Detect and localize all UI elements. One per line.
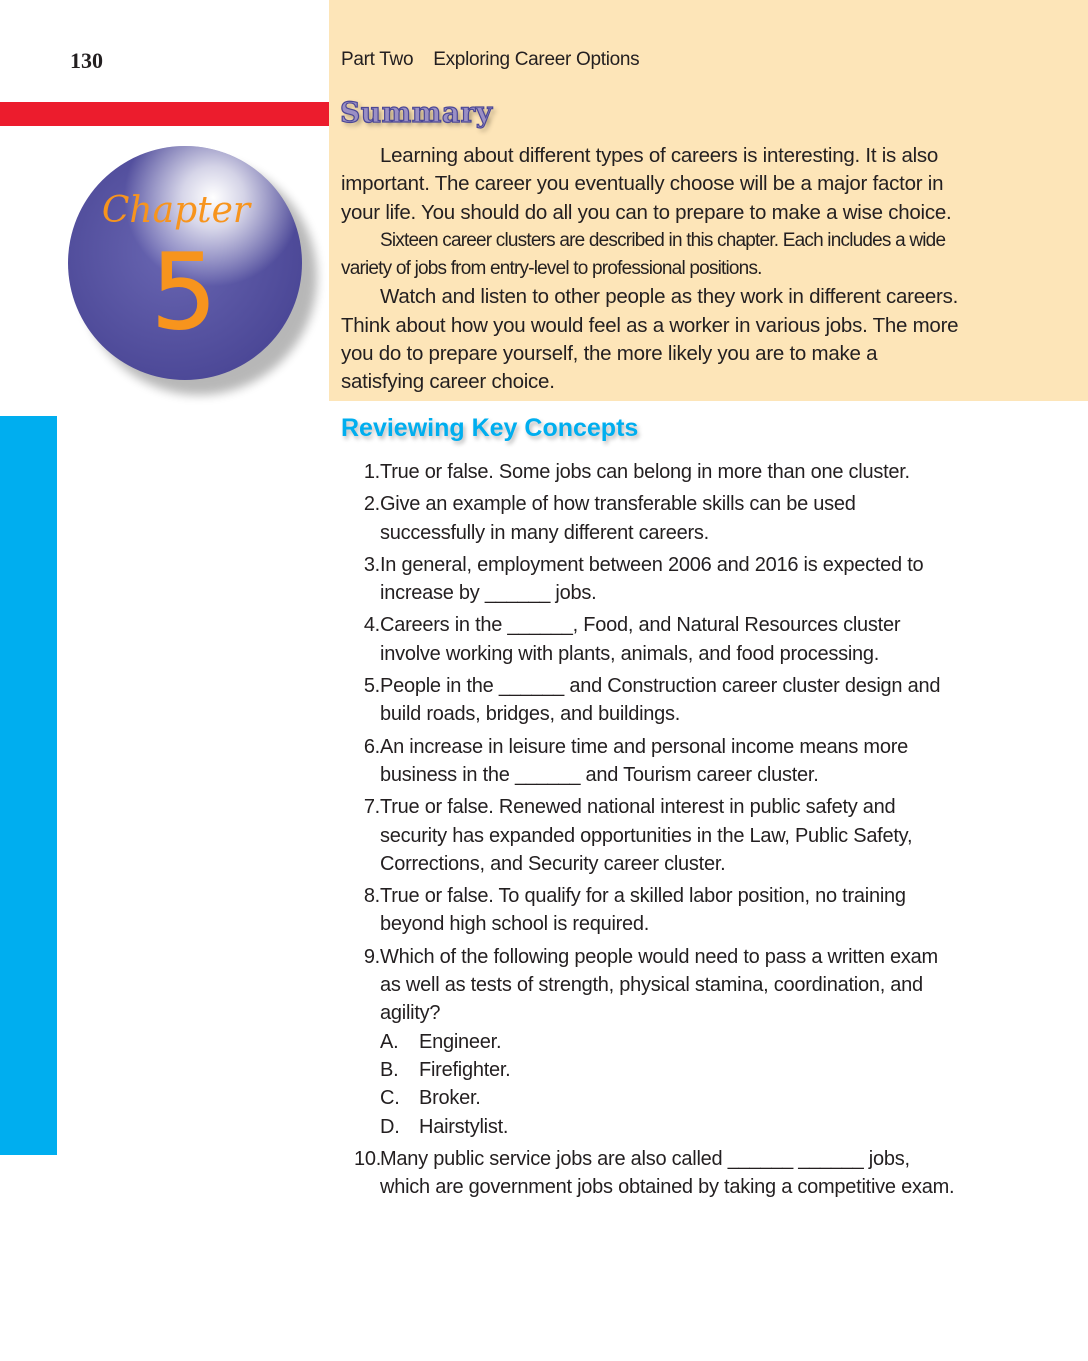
question-text: Many public service jobs are also called ______ ______ jobs, which are government jobs obtained by taking a competitive exam.: [380, 1147, 955, 1199]
option-letter: D.: [380, 1115, 400, 1138]
question-text: Which of the following people would need to pass a written exam as well as tests of strength, physical stamina, coordination, and agility?: [380, 945, 938, 1025]
review-questions: [341, 458, 961, 1205]
summary-heading: Summary: [340, 96, 493, 129]
question-item: [341, 793, 961, 878]
chapter-badge-graphic: [60, 140, 336, 410]
answer-option: [380, 1113, 961, 1141]
question-item: [341, 733, 961, 790]
question-item: [341, 943, 961, 1141]
review-heading: Reviewing Key Concepts: [341, 414, 639, 442]
question-number: 6.: [363, 735, 380, 758]
question-item: [341, 490, 961, 547]
option-letter: C.: [380, 1087, 400, 1110]
option-letter: A.: [380, 1030, 399, 1053]
summary-text: [341, 142, 961, 397]
question-number: 10.: [354, 1147, 382, 1170]
option-text: Hairstylist.: [419, 1115, 509, 1138]
part-label: Part Two: [341, 49, 414, 70]
question-text: True or false. Renewed national interest in public safety and security has expanded opportunities in the Law, Public Safety, Corrections, and Security career cluster.: [380, 796, 913, 875]
question-item: [341, 551, 961, 608]
summary-paragraph: Watch and listen to other people as they work in different careers. Think about how you would feel as a worker in various jobs. The more you do to prepare yourself, the more likely you are to make a satisfying career choice.: [341, 285, 959, 394]
question-text: True or false. To qualify for a skilled labor position, no training beyond high school is required.: [380, 885, 906, 936]
question-number: 7.: [363, 796, 380, 819]
section-title: Exploring Career Options: [433, 49, 640, 70]
red-accent-bar: [0, 102, 329, 126]
question-item: [341, 458, 961, 486]
question-item: [341, 611, 961, 668]
question-number: 9.: [363, 945, 380, 968]
badge-chapter-label: Chapter: [101, 190, 251, 231]
question-number: 2.: [363, 493, 380, 516]
question-number: 8.: [363, 885, 380, 908]
question-item: [341, 672, 961, 729]
question-text: In general, employment between 2006 and 2016 is expected to increase by ______ jobs.: [380, 553, 924, 605]
running-head: [341, 49, 639, 71]
badge-chapter-number: 5: [150, 231, 218, 353]
chapter-badge: [60, 140, 336, 410]
option-text: Broker.: [419, 1087, 481, 1110]
question-text: Careers in the ______, Food, and Natural Resources cluster involve working with plants, animals, and food processing.: [380, 614, 901, 665]
option-text: Engineer.: [419, 1030, 502, 1053]
question-number: 5.: [363, 675, 380, 698]
summary-paragraph: Learning about different types of careers is interesting. It is also important. The career you eventually choose will be a major factor in your life. You should do all you can to prepare to make a wise choice.: [341, 144, 952, 224]
question-text: People in the ______ and Construction career cluster design and build roads, bridges, and buildings.: [380, 675, 941, 726]
question-number: 4.: [363, 614, 380, 637]
question-text: An increase in leisure time and personal income means more business in the ______ and Tourism career cluster.: [380, 735, 908, 786]
question-text: Give an example of how transferable skills can be used successfully in many different careers.: [380, 493, 856, 544]
answer-option: [380, 1084, 961, 1112]
question-item: [341, 882, 961, 939]
blue-accent-bar: [0, 416, 57, 1155]
question-text: True or false. Some jobs can belong in more than one cluster.: [380, 461, 910, 483]
question-number: 3.: [363, 553, 380, 576]
question-item: [341, 1145, 961, 1202]
option-letter: B.: [380, 1058, 399, 1081]
page-number: 130: [70, 48, 103, 73]
answer-option: [380, 1028, 961, 1056]
summary-paragraph: Sixteen career clusters are described in this chapter. Each includes a wide variety of jobs from entry-level to professional positions.: [341, 229, 946, 280]
option-text: Firefighter.: [419, 1058, 511, 1081]
answer-option: [380, 1056, 961, 1084]
question-number: 1.: [363, 461, 380, 483]
